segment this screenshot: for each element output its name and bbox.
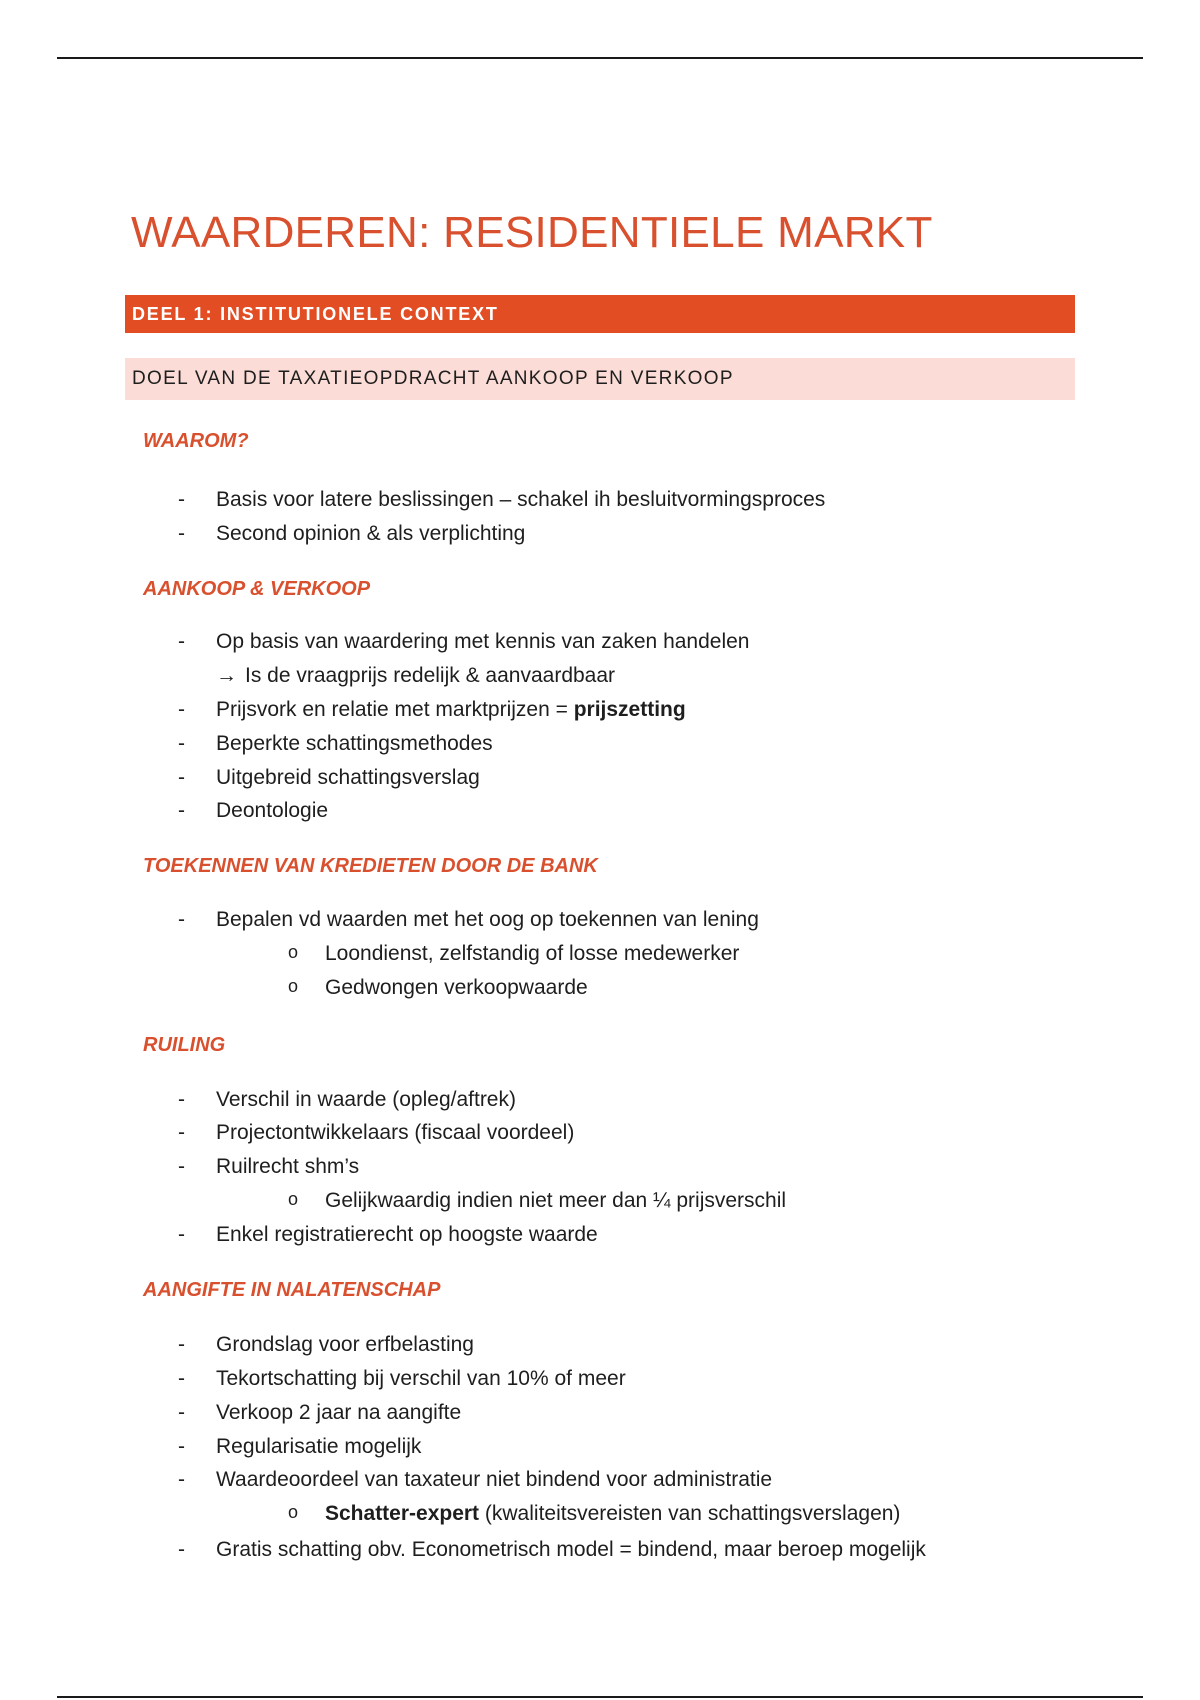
list-item-text-plain: Prijsvork en relatie met marktprijzen =: [216, 698, 574, 721]
list-item-text: Projectontwikkelaars (fiscaal voordeel): [216, 1121, 575, 1144]
dash-bullet: -: [178, 1155, 185, 1178]
dash-bullet: -: [178, 732, 185, 755]
arrow-right-icon: →: [216, 664, 237, 687]
list-item-text: Enkel registratierecht op hoogste waarde: [216, 1223, 598, 1246]
list-item-text-bold: prijszetting: [573, 698, 686, 721]
dash-bullet: -: [178, 766, 185, 789]
dash-bullet: -: [178, 799, 185, 822]
bottom-rule: [57, 1696, 1143, 1698]
circle-bullet: o: [288, 1189, 299, 1209]
list-item-text: Tekortschatting bij verschil van 10% of meer: [216, 1367, 626, 1390]
dash-bullet: -: [178, 1367, 185, 1390]
list-item-text: Verkoop 2 jaar na aangifte: [216, 1401, 462, 1424]
dash-bullet: -: [178, 1333, 185, 1356]
dash-bullet: -: [178, 1435, 185, 1458]
sub-list-item-text-plain: (kwaliteitsvereisten van schattingsverslagen): [479, 1502, 901, 1525]
list-item-text: [216, 698, 686, 722]
list-item-text: Second opinion & als verplichting: [216, 522, 526, 545]
list-item-text: Beperkte schattingsmethodes: [216, 732, 493, 755]
list-item-text: Ruilrecht shm’s: [216, 1155, 360, 1178]
subheading-nalatenschap: AANGIFTE IN NALATENSCHAP: [143, 1279, 441, 1301]
dash-bullet: -: [178, 1121, 185, 1144]
sub-list-item-text: Loondienst, zelfstandig of losse medewerker: [325, 942, 740, 965]
list-item-text: Uitgebreid schattingsverslag: [216, 766, 480, 789]
subheading-aankoop-verkoop: AANKOOP & VERKOOP: [143, 578, 371, 600]
dash-bullet: -: [178, 908, 185, 931]
subheading-kredieten: TOEKENNEN VAN KREDIETEN DOOR DE BANK: [143, 855, 598, 877]
list-item-text: Is de vraagprijs redelijk & aanvaardbaar: [245, 664, 616, 687]
list-item-text: Op basis van waardering met kennis van zaken handelen: [216, 630, 750, 653]
dash-bullet: -: [178, 630, 185, 653]
dash-bullet: -: [178, 522, 185, 545]
list-item-text: Grondslag voor erfbelasting: [216, 1333, 474, 1356]
dash-bullet: -: [178, 488, 185, 511]
list-item-text: Regularisatie mogelijk: [216, 1435, 422, 1458]
section-heading: DOEL VAN DE TAXATIEOPDRACHT AANKOOP EN VERKOOP: [125, 358, 1075, 400]
subheading-ruiling: RUILING: [143, 1034, 226, 1056]
list-item-text: Waardeoordeel van taxateur niet bindend voor administratie: [216, 1468, 773, 1491]
subheading-waarom: WAAROM?: [143, 430, 249, 452]
dash-bullet: -: [178, 1538, 185, 1561]
dash-bullet: -: [178, 698, 185, 721]
circle-bullet: o: [288, 976, 299, 996]
part-heading: DEEL 1: INSTITUTIONELE CONTEXT: [125, 295, 1075, 333]
circle-bullet: o: [288, 942, 299, 962]
sub-list-item-text: Gedwongen verkoopwaarde: [325, 976, 588, 999]
dash-bullet: -: [178, 1468, 185, 1491]
dash-bullet: -: [178, 1223, 185, 1246]
sub-list-item-text: [325, 1502, 900, 1526]
list-item-text: Verschil in waarde (opleg/aftrek): [216, 1088, 516, 1111]
sub-list-item-text-bold: Schatter-expert: [325, 1502, 480, 1525]
top-rule: [57, 57, 1143, 59]
dash-bullet: -: [178, 1401, 185, 1424]
document-title: WAARDEREN: RESIDENTIELE MARKT: [131, 208, 933, 257]
circle-bullet: o: [288, 1502, 299, 1522]
dash-bullet: -: [178, 1088, 185, 1111]
list-item-text: Bepalen vd waarden met het oog op toekennen van lening: [216, 908, 759, 931]
sub-list-item-text: Gelijkwaardig indien niet meer dan ¼ prijsverschil: [325, 1189, 787, 1212]
list-item-text: Gratis schatting obv. Econometrisch model = bindend, maar beroep mogelijk: [216, 1538, 926, 1561]
list-item-text: Basis voor latere beslissingen – schakel ih besluitvormingsproces: [216, 488, 826, 511]
list-item-text: Deontologie: [216, 799, 329, 822]
